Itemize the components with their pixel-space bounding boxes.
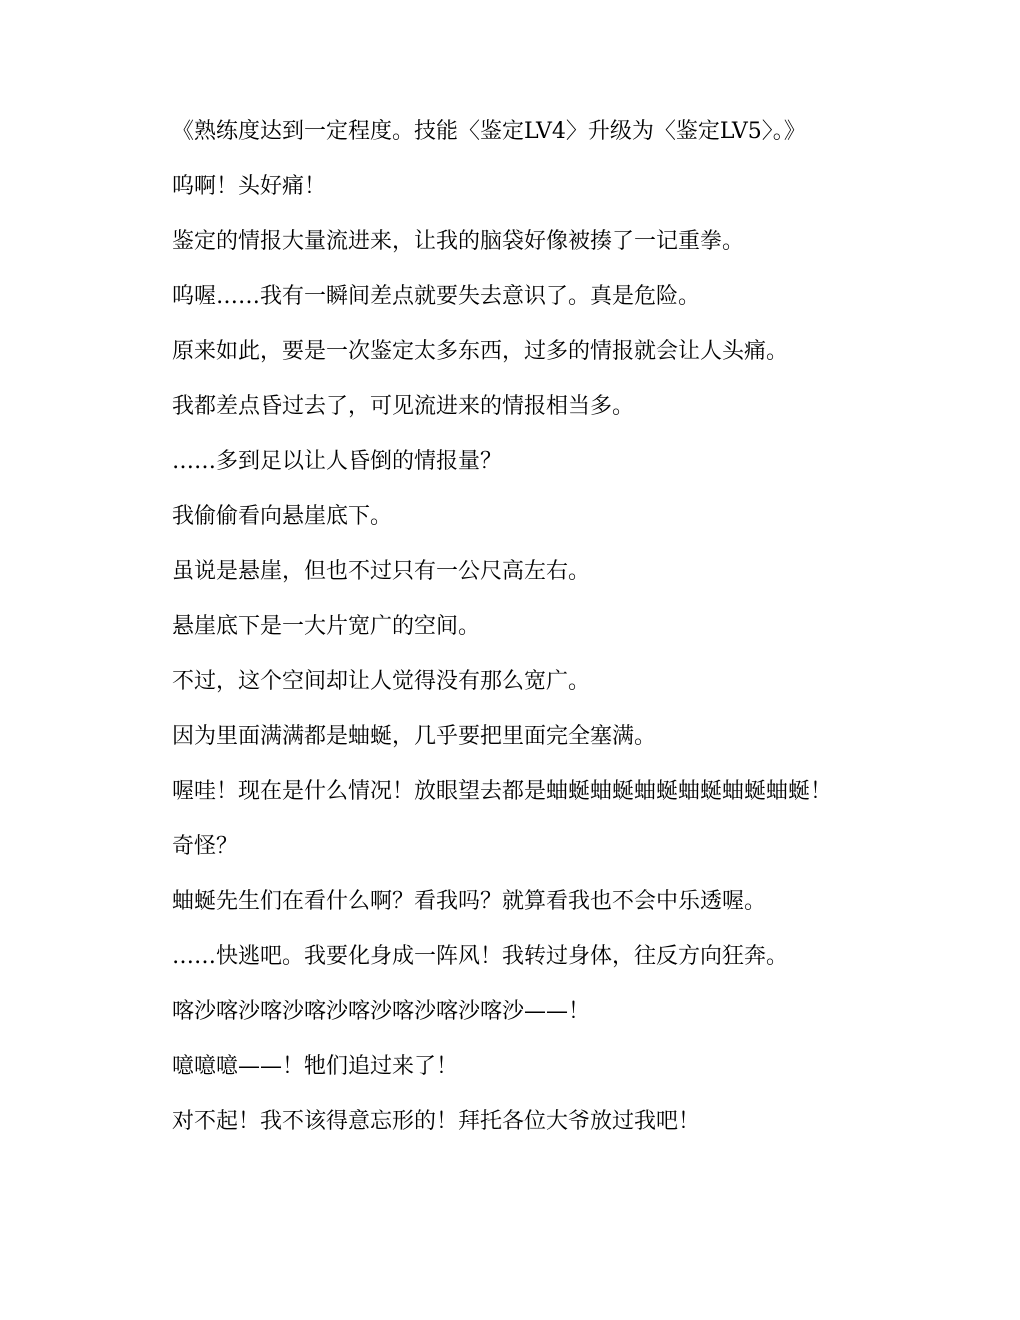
paragraph-9: 虽说是悬崖，但也不过只有一公尺高左右。 [172, 559, 591, 584]
paragraph-19: 对不起！我不该得意忘形的！拜托各位大爷放过我吧！ [172, 1109, 701, 1134]
paragraph-18: 噫噫噫——！牠们追过来了！ [172, 1054, 459, 1079]
paragraph-2: 呜啊！头好痛！ [172, 174, 327, 199]
paragraph-8: 我偷偷看向悬崖底下。 [172, 504, 393, 529]
body-text [120, 118, 880, 1163]
paragraph-6: 我都差点昏过去了，可见流进来的情报相当多。 [172, 394, 635, 419]
paragraph-17: 喀沙喀沙喀沙喀沙喀沙喀沙喀沙喀沙——！ [172, 999, 591, 1024]
paragraph-4: 呜喔……我有一瞬间差点就要失去意识了。真是危险。 [172, 284, 701, 309]
paragraph-12: 因为里面满满都是蚰蜒，几乎要把里面完全塞满。 [172, 724, 657, 749]
paragraph-5: 原来如此，要是一次鉴定太多东西，过多的情报就会让人头痛。 [172, 339, 789, 364]
paragraph-15: 蚰蜒先生们在看什么啊？看我吗？就算看我也不会中乐透喔。 [172, 889, 767, 914]
paragraph-3: 鉴定的情报大量流进来，让我的脑袋好像被揍了一记重拳。 [172, 229, 745, 254]
paragraph-1: 《熟练度达到一定程度。技能〈鉴定LV4〉升级为〈鉴定LV5〉。》 [172, 119, 806, 144]
paragraph-10: 悬崖底下是一大片宽广的空间。 [172, 614, 481, 639]
paragraph-13: 喔哇！现在是什么情况！放眼望去都是蚰蜒蚰蜒蚰蜒蚰蜒蚰蜒蚰蜒！ [172, 779, 833, 804]
paragraph-16: ……快逃吧。我要化身成一阵风！我转过身体，往反方向狂奔。 [172, 944, 789, 969]
paragraph-14: 奇怪？ [172, 834, 239, 859]
paragraph-7: ……多到足以让人昏倒的情报量？ [172, 449, 503, 474]
paragraph-11: 不过，这个空间却让人觉得没有那么宽广。 [172, 669, 591, 694]
